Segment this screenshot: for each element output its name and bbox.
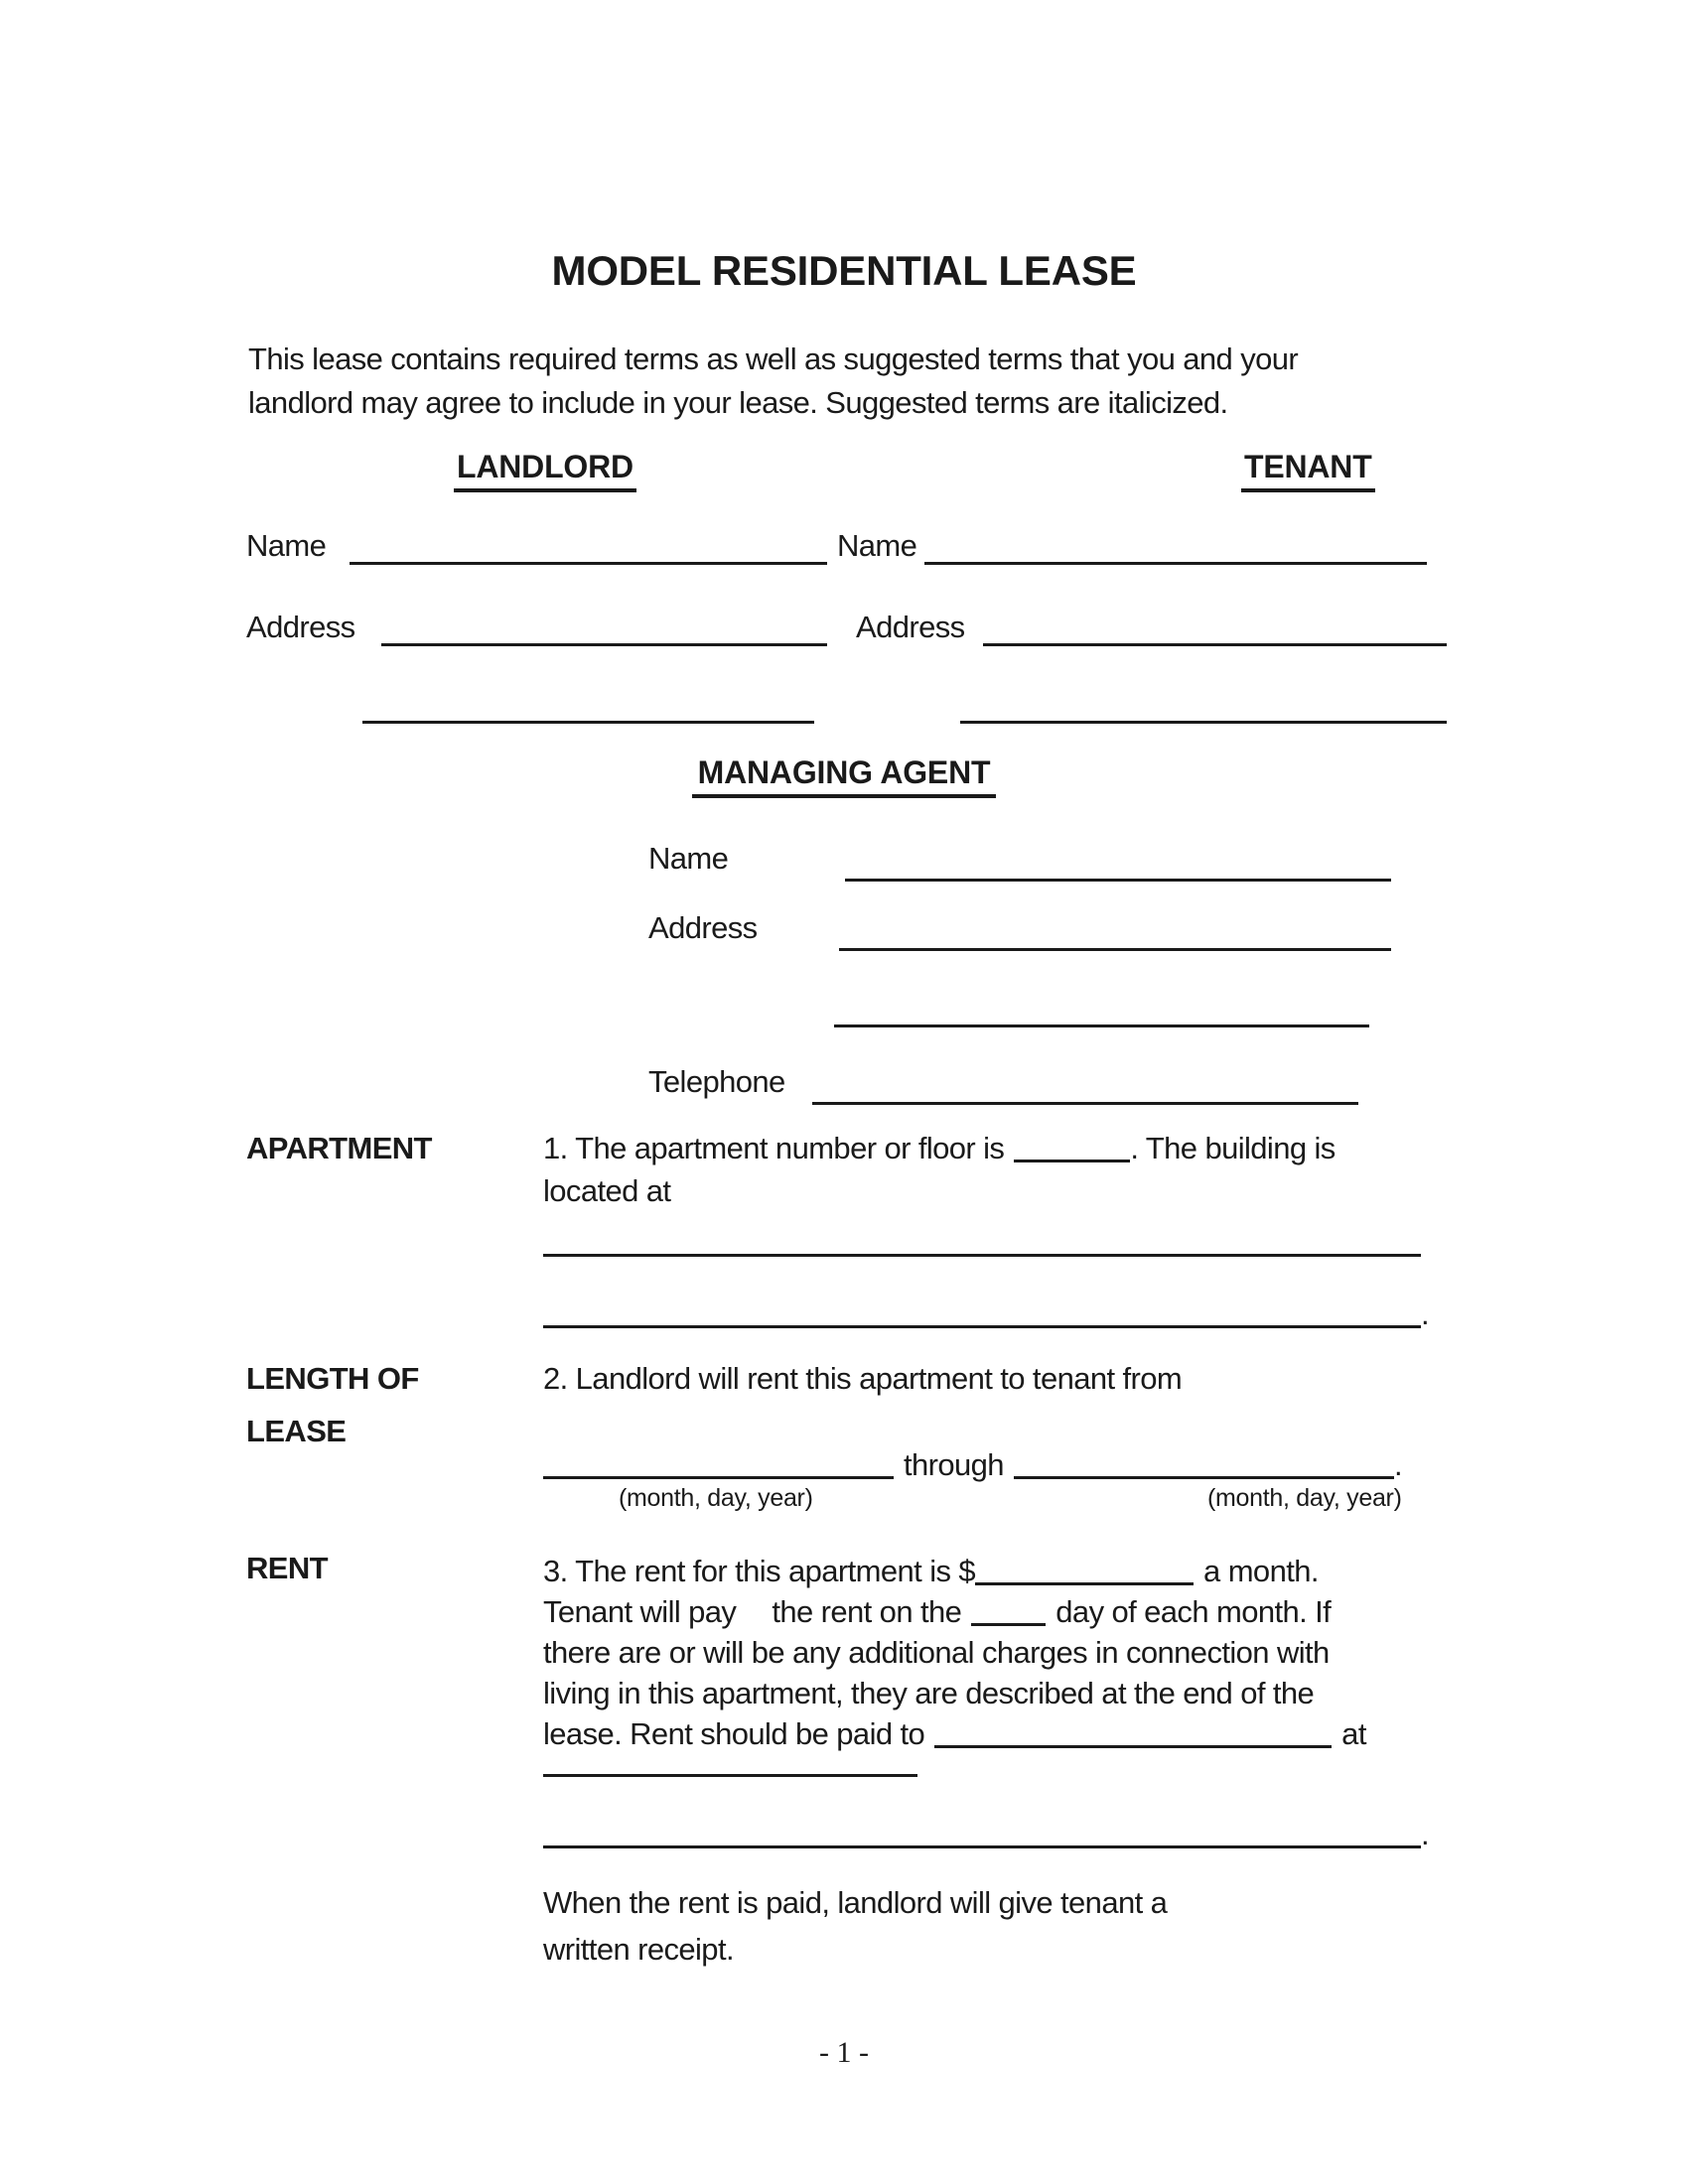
apartment-clause-line-2: located at bbox=[543, 1173, 671, 1208]
date-caption-left: (month, day, year) bbox=[619, 1484, 813, 1512]
apartment-number-blank bbox=[1014, 1156, 1130, 1162]
rent-line-2 bbox=[543, 1591, 1366, 1632]
landlord-address-label: Address bbox=[246, 610, 355, 644]
receipt-line-1: When the rent is paid, landlord will give tenant a bbox=[543, 1885, 1168, 1920]
date-caption-right: (month, day, year) bbox=[1207, 1484, 1402, 1512]
tenant-heading: TENANT bbox=[1241, 449, 1375, 492]
apartment-section-label: APARTMENT bbox=[246, 1131, 432, 1165]
apartment-clause-text-post: . The building is bbox=[1130, 1131, 1336, 1165]
rent-line-1-pre: 3. The rent for this apartment is $ bbox=[543, 1554, 976, 1588]
rent-day-blank bbox=[971, 1619, 1046, 1626]
agent-telephone-label: Telephone bbox=[648, 1064, 785, 1099]
rent-line-5-post: at bbox=[1341, 1716, 1366, 1751]
lease-dates-row bbox=[543, 1447, 1402, 1483]
rent-line-1-post: a month. bbox=[1203, 1554, 1319, 1588]
rent-line-3: there are or will be any additional charges in connection with bbox=[543, 1635, 1330, 1670]
lease-end-date-blank bbox=[1014, 1472, 1394, 1479]
length-clause: 2. Landlord will rent this apartment to tenant from bbox=[543, 1361, 1183, 1396]
length-section-label-line-2: LEASE bbox=[246, 1414, 347, 1448]
building-address-blank-1 bbox=[543, 1254, 1421, 1257]
tenant-name-label: Name bbox=[837, 528, 917, 563]
landlord-name-label: Name bbox=[246, 528, 327, 563]
rent-payee-blank bbox=[934, 1741, 1332, 1748]
managing-agent-heading-row bbox=[0, 754, 1688, 798]
rent-line-1 bbox=[543, 1551, 1366, 1591]
rent-long-line-period: . bbox=[1421, 1817, 1430, 1851]
intro-line-1: This lease contains required terms as well as suggested terms that you and your bbox=[248, 341, 1299, 376]
rent-amount-blank bbox=[975, 1578, 1194, 1585]
lease-start-date-blank bbox=[543, 1472, 894, 1479]
apartment-line-period: . bbox=[1421, 1297, 1430, 1331]
intro-line-2: landlord may agree to include in your lease. Suggested terms are italicized. bbox=[248, 385, 1228, 420]
landlord-name-blank bbox=[350, 562, 827, 565]
rent-payee-address-blank-2 bbox=[543, 1842, 1421, 1848]
rent-line-4: living in this apartment, they are described at the end of the bbox=[543, 1676, 1315, 1710]
rent-line-5 bbox=[543, 1713, 1366, 1754]
lease-dates-period: . bbox=[1393, 1447, 1402, 1482]
receipt-line-2: written receipt. bbox=[543, 1932, 734, 1967]
building-address-blank-2-row bbox=[543, 1297, 1429, 1332]
building-address-blank-2 bbox=[543, 1321, 1421, 1328]
tenant-name-blank bbox=[924, 562, 1427, 565]
rent-line-2-pre: Tenant will pay bbox=[543, 1594, 737, 1629]
managing-agent-heading: MANAGING AGENT bbox=[692, 754, 997, 798]
tenant-address-blank bbox=[983, 643, 1447, 646]
agent-address2-blank bbox=[834, 1024, 1369, 1027]
landlord-address2-blank bbox=[362, 721, 814, 724]
rent-paragraph bbox=[543, 1551, 1366, 1754]
document-title: MODEL RESIDENTIAL LEASE bbox=[551, 247, 1137, 294]
page-number: - 1 - bbox=[819, 2036, 869, 2069]
tenant-address2-blank bbox=[960, 721, 1447, 724]
rent-payee-address-blank-1 bbox=[543, 1774, 917, 1777]
rent-line-5-pre: lease. Rent should be paid to bbox=[543, 1716, 925, 1751]
length-section-label-line-1: LENGTH OF bbox=[246, 1361, 419, 1396]
landlord-address-blank bbox=[381, 643, 827, 646]
agent-telephone-blank bbox=[812, 1102, 1358, 1105]
agent-address-label: Address bbox=[648, 910, 758, 945]
through-word: through bbox=[904, 1447, 1004, 1482]
landlord-heading: LANDLORD bbox=[454, 449, 636, 492]
agent-name-blank bbox=[845, 879, 1391, 882]
rent-section-label: RENT bbox=[246, 1551, 328, 1585]
rent-line-2-post: day of each month. If bbox=[1055, 1594, 1332, 1629]
agent-name-label: Name bbox=[648, 841, 729, 876]
agent-address-blank bbox=[839, 948, 1391, 951]
apartment-clause-line-1 bbox=[543, 1131, 1336, 1166]
rent-line-2-mid: the rent on the bbox=[772, 1594, 962, 1629]
rent-payee-address-blank-2-row bbox=[543, 1817, 1429, 1852]
apartment-clause-text-pre: 1. The apartment number or floor is bbox=[543, 1131, 1005, 1165]
tenant-address-label: Address bbox=[856, 610, 965, 644]
